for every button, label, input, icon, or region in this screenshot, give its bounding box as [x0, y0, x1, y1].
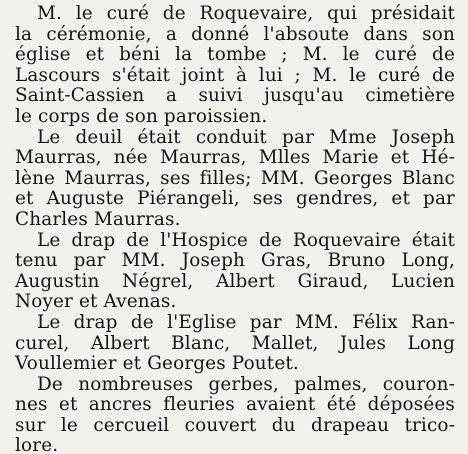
paragraph-church-pall [15, 313, 455, 375]
text-line: curel, Albert Blanc, Mallet, Jules Long [15, 332, 455, 354]
text-line: et Auguste Piérangeli, ses gendres, et par [15, 188, 455, 210]
paragraph-wreaths [15, 375, 455, 454]
text-line: le corps de son paroissien. [15, 105, 268, 127]
paragraph-hospice-pall [15, 231, 455, 313]
text-line: Noyer et Avenas. [15, 291, 177, 313]
article-text [15, 4, 455, 454]
text-line: Le drap de l'Eglise par MM. Félix Ran- [37, 311, 455, 333]
text-line: Le deuil était conduit par Mme Joseph [37, 126, 455, 148]
text-line: Charles Maurras. [15, 208, 181, 230]
text-line: Maurras, née Maurras, Mlles Marie et Hé- [15, 147, 455, 169]
text-line: lore. [15, 435, 59, 454]
text-line: nes et ancres fleuries avaient été déposées [15, 394, 455, 416]
text-line: De nombreuses gerbes, palmes, couron- [37, 373, 455, 395]
text-line: église et béni la tombe ; M. le curé de [15, 44, 455, 66]
text-line: la cérémonie, a donné l'absoute dans son [15, 23, 455, 45]
text-line: Voullemier et Georges Poutet. [15, 353, 299, 375]
paragraph-mourners [15, 128, 455, 231]
text-line: lène Maurras, ses filles; MM. Georges Blanc [15, 167, 455, 189]
text-line: Augustin Négrel, Albert Giraud, Lucien [15, 270, 455, 292]
text-line: Le drap de l'Hospice de Roquevaire était [37, 229, 455, 251]
paragraph-officiants [15, 4, 455, 128]
text-line: sur le cercueil couvert du drapeau trico- [15, 414, 455, 436]
text-line: tenu par MM. Joseph Gras, Bruno Long, [15, 250, 455, 272]
text-line: Saint-Cassien a suivi jusqu'au cimetière [15, 85, 455, 107]
text-line: M. le curé de Roquevaire, qui présidait [37, 3, 455, 24]
text-line: Lascours s'était joint à lui ; M. le curé de [15, 64, 455, 86]
